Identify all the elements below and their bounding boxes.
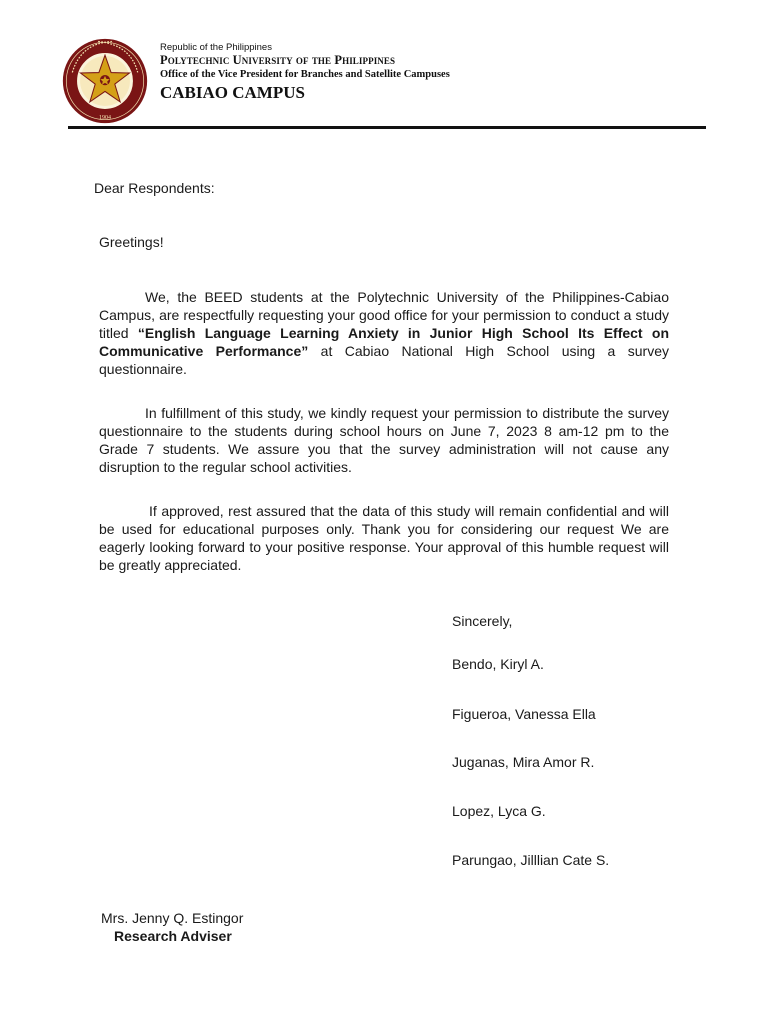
signatory-name: Bendo, Kiryl A. — [452, 656, 544, 672]
signatory-name: Lopez, Lyca G. — [452, 803, 546, 819]
paragraph-1 — [99, 288, 669, 378]
greeting: Greetings! — [99, 234, 164, 250]
university-name: Polytechnic University of the Philippines — [160, 53, 396, 67]
paragraph-1-intro: We, the BEED students at the Polytechnic University of the Philippines-Cabiao Campus, are respectfully requesting your good office for your permission to conduct a study titled — [99, 289, 669, 341]
paragraph-1-end: at Cabiao National High School using a survey questionnaire. — [99, 343, 669, 377]
republic-line: Republic of the Philippines — [160, 42, 272, 53]
paragraph-2: In fulfillment of this study, we kindly request your permission to distribute the survey questionnaire to the students during school hours on June 7, 2023 8 am-12 pm to the Grade 7 students. We assure you that the survey administration will not cause any disruption to the regular school activities. — [99, 405, 669, 475]
signatory-name: Juganas, Mira Amor R. — [452, 754, 595, 770]
adviser-role: Research Adviser — [114, 928, 232, 944]
signatory-name: Parungao, Jilllian Cate S. — [452, 852, 610, 868]
seal-year: 1904 — [98, 114, 112, 121]
study-title: “English Language Learning Anxiety in Junior High School Its Effect on Communicative Performance” — [99, 325, 669, 359]
salutation: Dear Respondents: — [94, 180, 215, 196]
adviser-name: Mrs. Jenny Q. Estingor — [101, 910, 244, 926]
paragraph-3: If approved, rest assured that the data of this study will remain confidential and will be used for educational purposes only. Thank you for considering our request We are eagerly looking forward to your positive response. Your approval of this humble request will be greatly appreciated. — [99, 503, 669, 573]
header-rule — [68, 126, 706, 129]
office-name: Office of the Vice President for Branches and Satellite Campuses — [160, 69, 450, 80]
campus-name: CABIAO CAMPUS — [160, 83, 305, 102]
university-seal-logo — [62, 38, 148, 124]
letterhead — [160, 42, 450, 104]
closing: Sincerely, — [452, 613, 513, 629]
signatory-name: Figueroa, Vanessa Ella — [452, 706, 596, 722]
